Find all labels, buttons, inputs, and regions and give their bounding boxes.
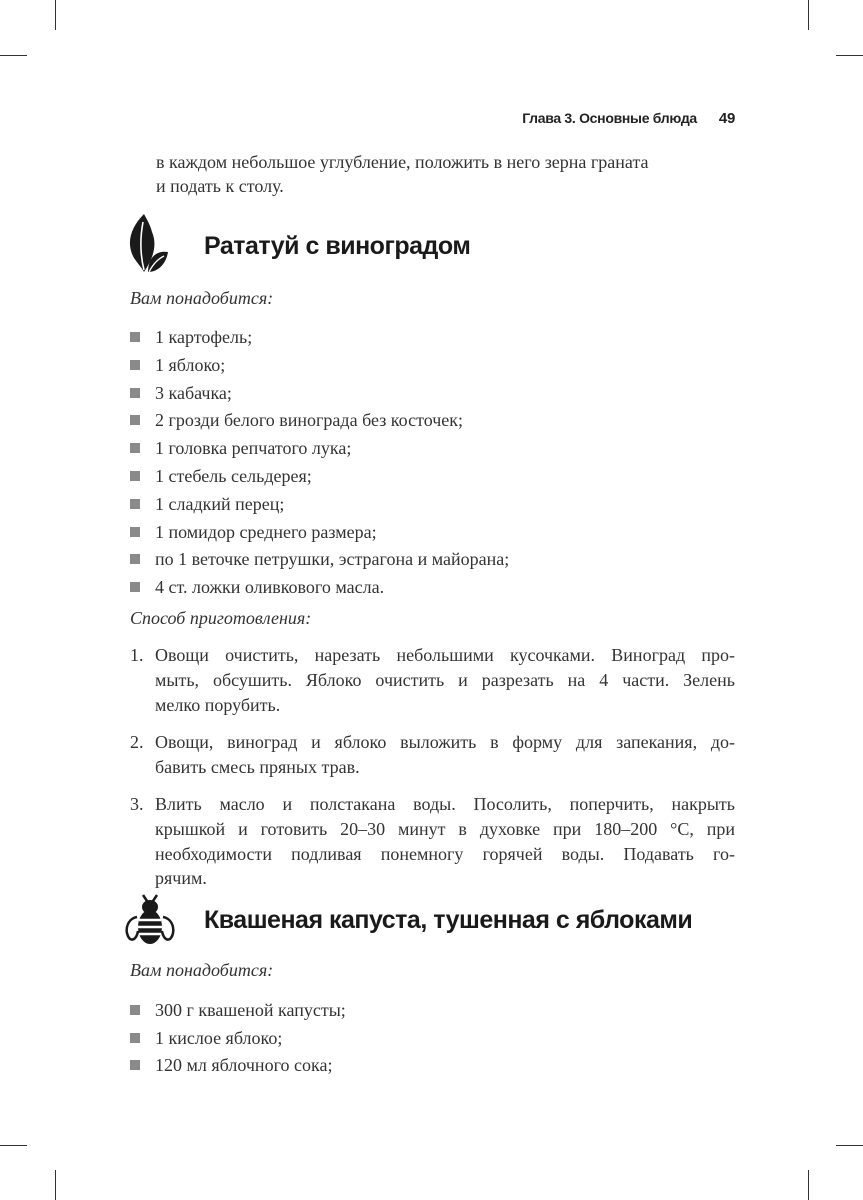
step-text-line: мелко порубить.: [155, 695, 281, 715]
crop-mark: [0, 1145, 27, 1146]
intro-line: в каждом небольшое углубление, положить в него зерна граната: [156, 152, 649, 172]
crop-mark: [55, 0, 56, 30]
bee-icon: [124, 893, 176, 949]
leaf-icon: [126, 214, 170, 276]
ingredient-item: 1 яблоко;: [155, 354, 226, 375]
ingredient-item: 300 г квашеной капусты;: [155, 1000, 346, 1020]
ingredient-item: 1 помидор среднего размера;: [155, 521, 377, 542]
ingredient-item: 1 сладкий перец;: [155, 493, 285, 514]
crop-mark: [836, 1145, 863, 1146]
method-label: Способ приготовления:: [130, 608, 312, 628]
bullet-icon: [130, 499, 140, 509]
ingredients-label: Вам понадобится:: [130, 288, 274, 308]
bullet-icon: [130, 1005, 140, 1015]
crop-mark: [836, 55, 863, 56]
running-header: [522, 110, 735, 127]
ingredient-item: 1 картофель;: [155, 327, 253, 347]
bullet-icon: [130, 360, 140, 370]
bullet-icon: [130, 1060, 140, 1070]
crop-mark: [808, 1170, 809, 1200]
step-text-line: крышкой и готовить 20–30 минут в духовке при 180–200 °C, при: [155, 819, 735, 839]
ingredient-item: 3 кабачка;: [155, 382, 232, 403]
step-text-line: необходимости подливая понемногу горячей воды. Подавать го-: [155, 844, 735, 864]
recipe-title: Квашеная капуста, тушенная с яблоками: [204, 906, 693, 934]
step-text-line: бавить смесь пряных трав.: [155, 757, 360, 777]
bullet-icon: [130, 582, 140, 592]
bullet-icon: [130, 332, 140, 342]
bullet-icon: [130, 443, 140, 453]
step-text-line: мыть, обсушить. Яблоко очистить и разрезать на 4 части. Зелень: [155, 670, 735, 690]
ingredient-item: 120 мл яблочного сока;: [155, 1055, 333, 1075]
crop-mark: [808, 0, 809, 30]
recipe-title: Рататуй с виноградом: [204, 232, 471, 260]
intro-line: и подать к столу.: [156, 176, 284, 196]
step-text-line: рячим.: [155, 868, 207, 888]
step-text-line: Овощи очистить, нарезать небольшими кусочками. Виноград про-: [155, 645, 735, 665]
ingredient-item: 4 ст. ложки оливкового масла.: [155, 577, 385, 598]
ingredient-item: 1 стебель сельдерея;: [155, 466, 312, 486]
ingredient-item: по 1 веточке петрушки, эстрагона и майорана;: [155, 549, 510, 570]
bullet-icon: [130, 527, 140, 537]
page-number: 49: [718, 110, 735, 127]
step-number: 2.: [130, 732, 144, 752]
ingredient-item: 1 кислое яблоко;: [155, 1027, 283, 1048]
crop-mark: [55, 1170, 56, 1200]
step-number: 3.: [130, 794, 144, 814]
step-text-line: Овощи, виноград и яблоко выложить в форму для запекания, до-: [155, 732, 735, 752]
crop-mark: [0, 55, 27, 56]
bullet-icon: [130, 554, 140, 564]
chapter-title: Глава 3. Основные блюда: [522, 110, 697, 126]
bullet-icon: [130, 471, 140, 481]
ingredients-label: Вам понадобится:: [130, 960, 274, 980]
ingredient-item: 1 головка репчатого лука;: [155, 438, 352, 459]
step-text-line: Влить масло и полстакана воды. Посолить, поперчить, накрыть: [155, 794, 735, 814]
bullet-icon: [130, 1033, 140, 1043]
bullet-icon: [130, 388, 140, 398]
step-number: 1.: [130, 645, 144, 665]
bullet-icon: [130, 415, 140, 425]
ingredient-item: 2 грозди белого винограда без косточек;: [155, 410, 464, 431]
